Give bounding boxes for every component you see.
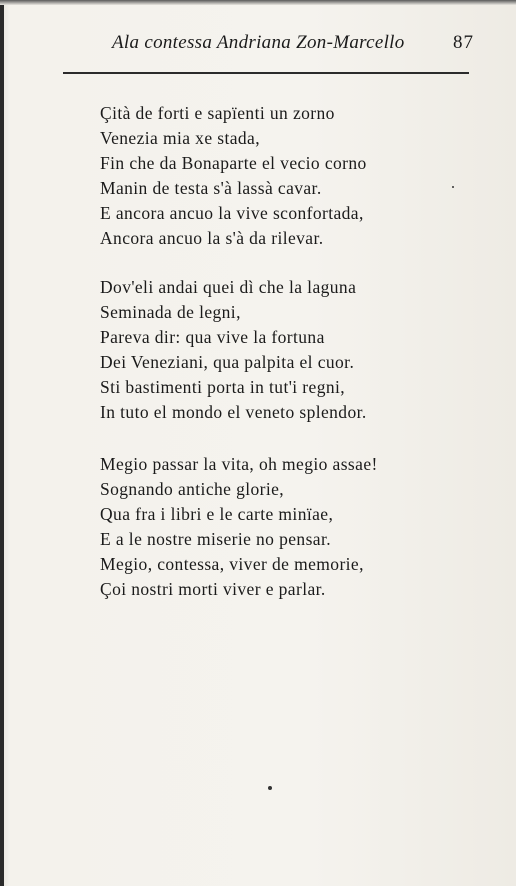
verse-line: E ancora ancuo la vive sconfortada, (100, 203, 364, 223)
running-title: Ala contessa Andriana Zon-Marcello (112, 32, 405, 53)
page-top-edge (0, 0, 516, 5)
ink-speck (268, 786, 272, 790)
verse-line: Dei Veneziani, qua palpita el cuor. (100, 352, 355, 372)
verse-line: Megio, contessa, viver de memorie, (100, 554, 364, 574)
verse-line: Manin de testa s'à lassà cavar. (100, 178, 322, 198)
stanza-1 (100, 101, 367, 251)
verse-line: Dov'eli andai quei dì che la laguna (100, 277, 357, 297)
verse-line: Qua fra i libri e le carte minïae, (100, 504, 334, 524)
stanza-3 (100, 452, 378, 602)
stanza-2 (100, 275, 367, 425)
verse-line: In tuto el mondo el veneto splendor. (100, 402, 367, 422)
header-rule (63, 72, 469, 74)
verse-line: Sti bastimenti porta in tut'i regni, (100, 377, 346, 397)
verse-line: Megio passar la vita, oh megio assae! (100, 454, 378, 474)
verse-line: Fin che da Bonaparte el vecio corno (100, 153, 367, 173)
verse-line: Çoi nostri morti viver e parlar. (100, 579, 326, 599)
verse-line: Pareva dir: qua vive la fortuna (100, 327, 325, 347)
verse-line: Sognando antiche glorie, (100, 479, 285, 499)
verse-line: Venezia mia xe stada, (100, 128, 260, 148)
ink-speck (452, 186, 454, 188)
page-header (112, 32, 474, 62)
page-number: 87 (453, 32, 474, 53)
verse-line: Ancora ancuo la s'à da rilevar. (100, 228, 324, 248)
verse-line: E a le nostre miserie no pensar. (100, 529, 331, 549)
verse-line: Çità de forti e sapïenti un zorno (100, 103, 335, 123)
verse-line: Seminada de legni, (100, 302, 241, 322)
page-binding-edge (0, 0, 4, 886)
